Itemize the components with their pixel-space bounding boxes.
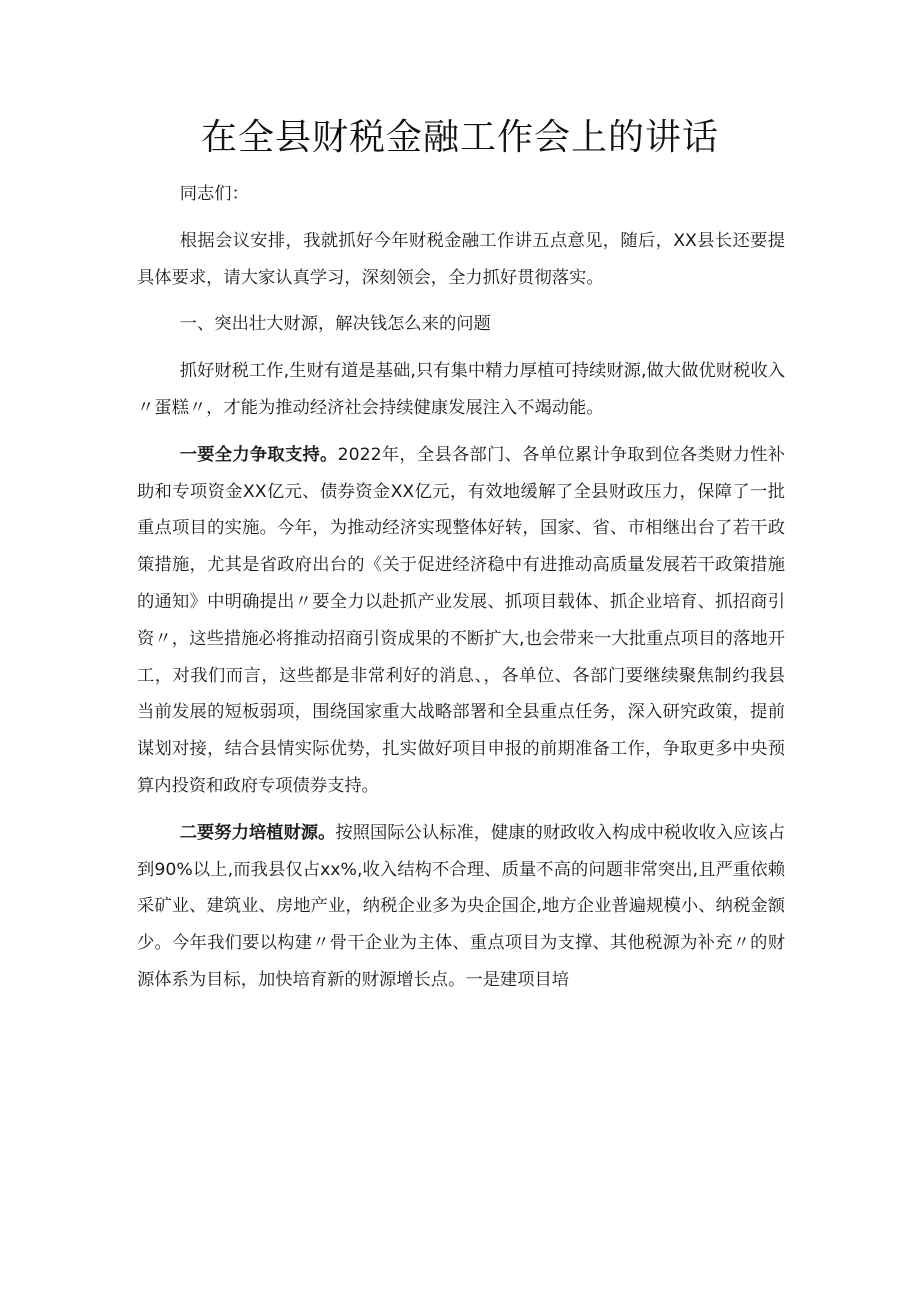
document-body — [137, 176, 785, 999]
point-one-paragraph — [137, 437, 785, 805]
document-title: 在全县财税金融工作会上的讲话 — [200, 117, 719, 158]
section-heading: 一、突出壮大财源，解决钱怎么来的问题 — [179, 314, 491, 335]
salutation: 同志们： — [179, 184, 249, 204]
point-one-text: 2022年，全县各部门、各单位累计争取到位各类财力性补助和专项资金XX亿元、债券资金XX亿元，有效地缓解了全县财政压力，保障了一批重点项目的实施。今年，为推动经济实现整体好转，国家、省、市相继出台了若干政策措施，尤其是省政府出台的《关于促进经济稳中有进推动高质量发展若干政策措施的通知》中明确提出〃要全力以赴抓产业发展、抓项目载体、抓企业培育、抓招商引资〃，这些措施必将推动招商引资成果的不断扩大,也会带来一大批重点项目的落地开工，对我们而言，这些都是非常利好的消息、，各单位、各部门要继续聚焦制约我县当前发展的短板弱项，围绕国家重大战略部署和全县重点任务，深入研究政策，提前谋划对接，结合县情实际优势，扎实做好项目申报的前期准备工作，争取更多中央预算内投资和政府专项债券支持。 — [137, 444, 785, 796]
intro-paragraph: 根据会议安排，我就抓好今年财税金融工作讲五点意见，随后，XX县长还要提具体要求，请大家认真学习，深刻领会，全力抓好贯彻落实。 — [137, 230, 785, 288]
section-intro-paragraph: 抓好财税工作,生财有道是基础,只有集中精力厚植可持续财源,做大做优财税收入〃蛋糕〃，才能为推动经济社会持续健康发展注入不竭动能。 — [137, 361, 785, 418]
point-two-lead: 二要努力培植财源。 — [179, 822, 336, 843]
point-two-text: 按照国际公认标准，健康的财政收入构成中税收收入应该占到90%以上,而我县仅占xx%,收入结构不合理、质量不高的问题非常突出,且严重依赖采矿业、建筑业、房地产业，纳税企业多为央企国企,地方企业普遍规模小、纳税金额少。今年我们要以构建〃骨干企业为主体、重点项目为支撑、其他税源为补充〃的财源体系为目标，加快培育新的财源增长点。一是建项目培 — [137, 822, 785, 990]
point-one-lead: 一要全力争取支持。 — [179, 444, 338, 465]
point-two-paragraph — [137, 815, 785, 999]
